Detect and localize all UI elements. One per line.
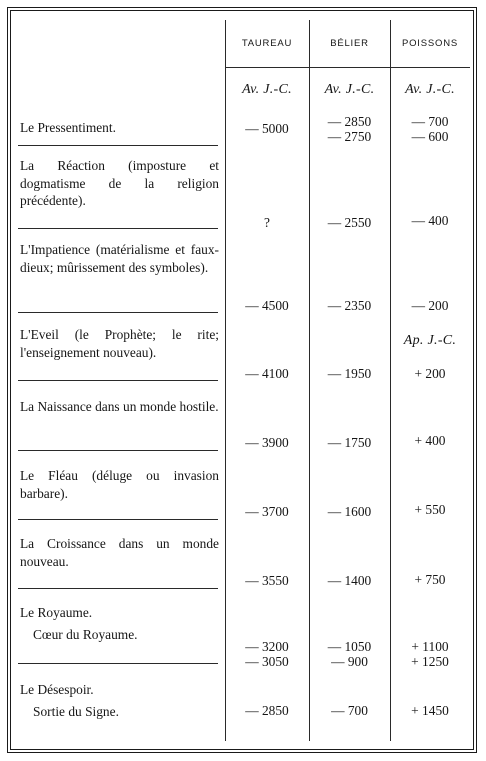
cell-taureau: — 3050 [245,654,289,669]
cell-taureau: — 5000 [245,121,289,136]
cell-belier: — 2750 [327,129,372,144]
row-sublabel: Sortie du Signe. [33,704,119,719]
cell-poissons: + 1100 [411,639,449,654]
era-label-poissons: Av. J.-C. [405,82,455,97]
row-rule [18,450,218,451]
cell-poissons: — 400 [411,213,449,228]
cell-poissons: + 1450 [411,703,449,718]
cell-belier: — 1750 [327,435,372,450]
row-rule [18,663,218,664]
cell-taureau: — 3550 [245,573,289,588]
cell-belier: — 1400 [327,573,372,588]
row-label: Le Désespoir. [20,682,94,697]
cell-taureau: — 2850 [245,703,289,718]
era-label-ap: Ap. J.-C. [403,333,457,348]
cell-taureau: — 3900 [245,435,289,450]
row-rule [18,380,218,381]
row-label: L'Eveil (le Prophète; le rite; l'enseignement nouveau). [20,327,219,360]
cell-belier: — 1050 [327,639,372,654]
cell-belier: — 2850 [327,114,372,129]
row-rule [18,312,218,313]
cell-belier: — 1600 [327,504,372,519]
header-rule [225,67,470,68]
cell-poissons: + 1250 [411,654,449,669]
column-header-belier: BÉLIER [330,38,369,49]
column-header-taureau: TAUREAU [241,38,293,49]
cell-poissons: + 750 [414,572,446,587]
row-sublabel: Cœur du Royaume. [33,627,138,642]
row-label: La Naissance dans un monde hostile. [20,399,219,414]
row-label: Le Fléau (déluge ou invasion barbare). [20,468,219,501]
row-label: L'Impatience (matérialisme et faux-dieux; mûrissement des symboles). [20,242,219,275]
row-label: Le Royaume. [20,605,93,620]
cell-belier: — 2350 [327,298,372,313]
era-label-belier: Av. J.-C. [324,82,375,97]
cell-poissons: + 550 [414,502,446,517]
cell-taureau: — 3700 [245,504,289,519]
cell-poissons: — 600 [411,129,449,144]
cell-belier: — 900 [331,654,368,669]
row-rule [18,588,218,589]
cell-taureau: — 3200 [245,639,289,654]
cell-taureau: — 4100 [245,366,289,381]
row-label: La Croissance dans un monde nouveau. [20,536,219,569]
cell-taureau: ? [264,215,270,230]
row-label: Le Pressentiment. [20,120,116,135]
era-label-taureau: Av. J.-C. [242,82,292,97]
cell-poissons: — 700 [411,114,449,129]
cell-poissons: + 200 [414,366,446,381]
row-rule [18,228,218,229]
row-rule [18,145,218,146]
cell-belier: — 700 [331,703,368,718]
cell-taureau: — 4500 [245,298,289,313]
cell-poissons: + 400 [414,433,446,448]
row-rule [18,519,218,520]
cell-belier: — 2550 [327,215,372,230]
cell-poissons: — 200 [411,298,449,313]
cell-belier: — 1950 [327,366,372,381]
column-header-poissons: POISSONS [401,38,459,49]
row-label: La Réaction (imposture et dogmatisme de la religion précédente). [20,158,219,208]
